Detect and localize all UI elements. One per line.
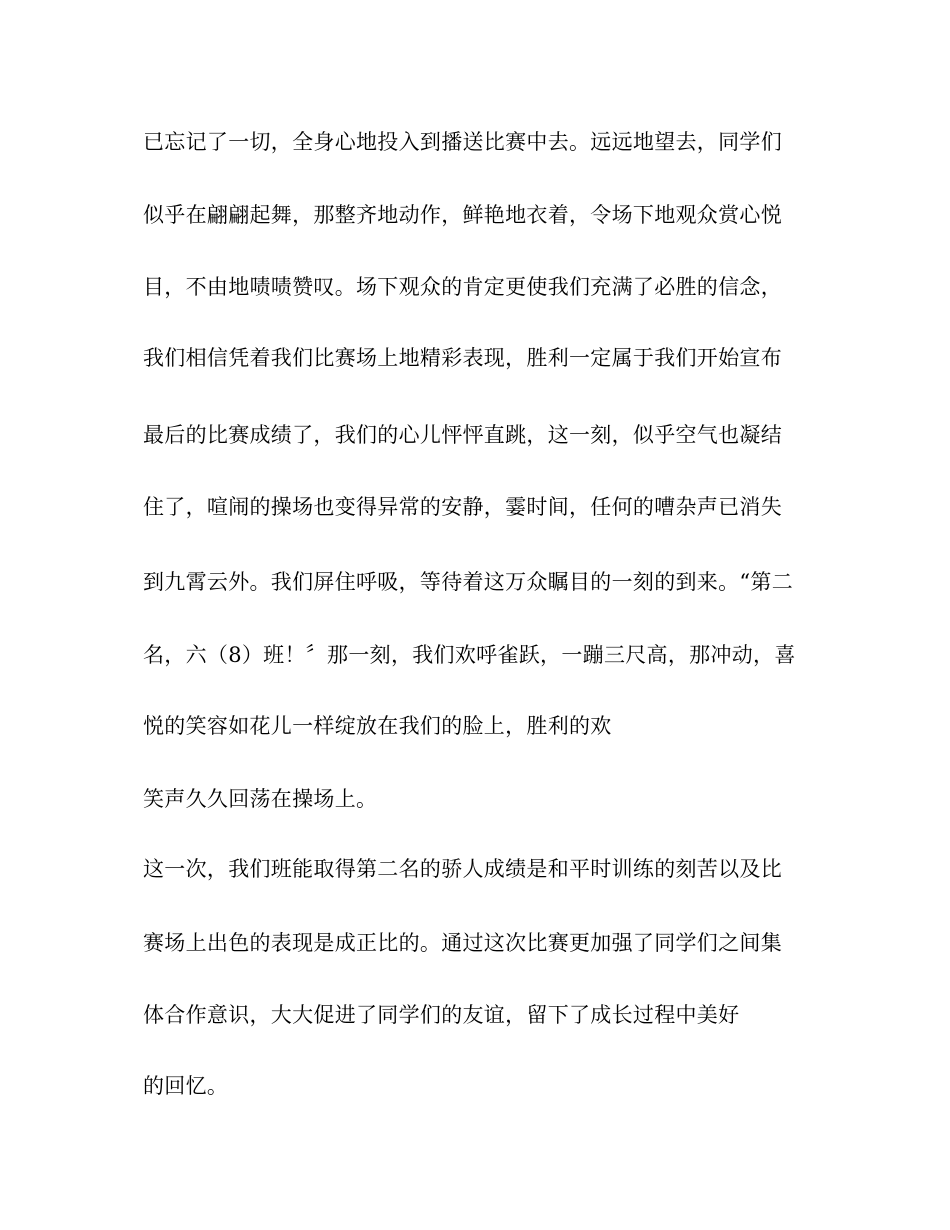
text-line: 目，不由地啧啧赞叹。场下观众的肯定更使我们充满了必胜的信念， <box>143 275 782 299</box>
text-line: 到九霄云外。我们屏住呼吸，等待着这万众瞩目的一刻的到来。“第二 <box>143 570 794 594</box>
text-line: 赛场上出色的表现是成正比的。通过这次比赛更加强了同学们之间集 <box>143 931 782 955</box>
text-line: 名，六（8）班！〞那一刻，我们欢呼雀跃，一蹦三尺高，那冲动，喜 <box>143 643 796 667</box>
text-line: 最后的比赛成绩了，我们的心儿怦怦直跳，这一刻，似乎空气也凝结 <box>143 423 782 447</box>
text-line: 笑声久久回荡在操场上。 <box>143 787 378 811</box>
text-line: 住了，喧闹的操场也变得异常的安静，霎时间，任何的嘈杂声已消失 <box>143 495 782 519</box>
text-line: 的回忆。 <box>143 1074 229 1098</box>
text-line: 这一次，我们班能取得第二名的骄人成绩是和平时训练的刻苦以及比 <box>143 857 782 881</box>
text-line: 我们相信凭着我们比赛场上地精彩表现，胜利一定属于我们开始宣布 <box>143 346 782 370</box>
text-line: 悦的笑容如花儿一样绽放在我们的脸上，胜利的欢 <box>143 714 612 738</box>
text-line: 似乎在翩翩起舞，那整齐地动作，鲜艳地衣着，令场下地观众赏心悦 <box>143 203 782 227</box>
text-line: 已忘记了一切，全身心地投入到播送比赛中去。远远地望去，同学们 <box>143 130 782 154</box>
text-line: 体合作意识，大大促进了同学们的友谊，留下了成长过程中美好 <box>143 1003 740 1027</box>
